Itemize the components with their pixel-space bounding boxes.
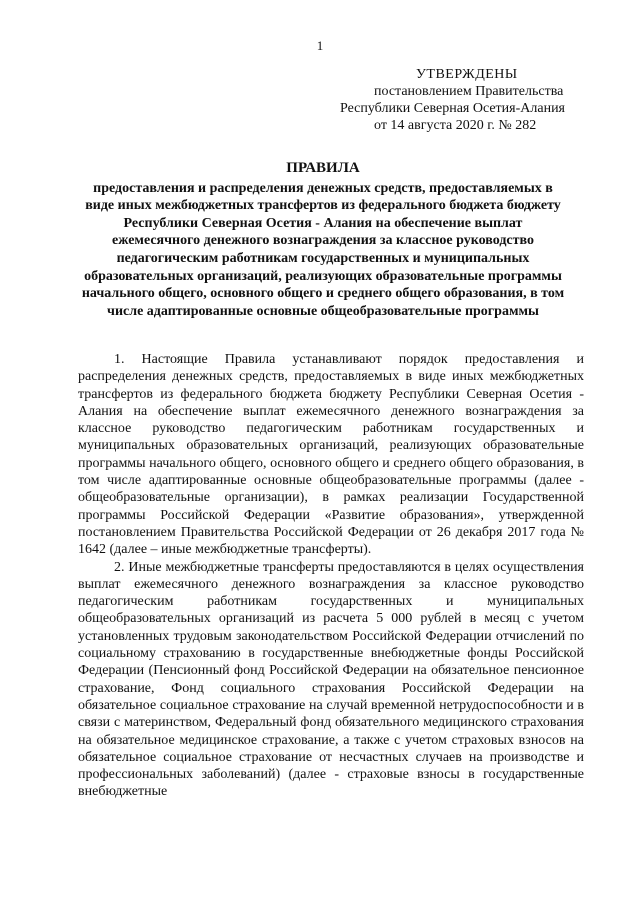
document-heading [78, 160, 568, 320]
approval-stamp [340, 66, 600, 134]
page-number: 1 [316, 38, 324, 53]
approval-line-decree: постановлением Правительства [374, 84, 564, 99]
approval-line-date-number: от 14 августа 2020 г. № 282 [374, 118, 537, 133]
paragraph-1: 1. Настоящие Правила устанавливают порядок предоставления и распределения денежных средств, предоставляемых в виде иных межбюджетных трансфертов из федерального бюджета бюджету Республики Северная Осетия - Алания на обеспечение выплат ежемесячного денежного вознаграждения за классное руководство педагогическим работникам государственных и муниципальных образовательных организаций, реализующих образовательные программы начального общего, основного общего и среднего общего образования, в том числе адаптированные основные общеобразовательные программы (далее - общеобразовательные организации), в рамках реализации Государственной программы Российской Федерации «Развитие образования», утвержденной постановлением Правительства Российской Федерации от 26 декабря 2017 года № 1642 (далее – иные межбюджетные трансферты). [78, 352, 584, 558]
document-subtitle: предоставления и распределения денежных средств, предоставляемых в виде иных межбюджетных трансфертов из федерального бюджета бюджету Республики Северная Осетия - Алания на обеспечение выплат ежемесячного денежного вознаграждения за классное руководство педагогическим работникам государственных и муниципальных образовательных организаций, реализующих образовательные программы начального общего, основного общего и среднего общего образования, в том числе адаптированные основные общеобразовательные программы [81, 180, 565, 319]
approval-title: УТВЕРЖДЕНЫ [416, 67, 518, 82]
document-body [78, 351, 584, 801]
approval-line-republic: Республики Северная Осетия-Алания [340, 101, 565, 116]
paragraph-2: 2. Иные межбюджетные трансферты предоставляются в целях осуществления выплат ежемесячного денежного вознаграждения за классное руководство педагогическим работникам государственных и муниципальных общеобразовательных организаций из расчета 5 000 рублей в месяц с учетом установленных трудовым законодательством Российской Федерации отчислений по социальному страхованию в государственные внебюджетные фонды Российской Федерации (Пенсионный фонд Российской Федерации на обязательное пенсионное страхование, Фонд социального страхования Российской Федерации на обязательное социальное страхование на случай временной нетрудоспособности и в связи с материнством, Федеральный фонд обязательного медицинского страхования на обязательное медицинское страхование, а также с учетом страховых взносов на обязательное социальное страхование от несчастных случаев на производстве и профессиональных заболеваний) (далее - страховые взносы в государственные внебюджетные [78, 559, 584, 800]
document-title: ПРАВИЛА [286, 160, 360, 176]
